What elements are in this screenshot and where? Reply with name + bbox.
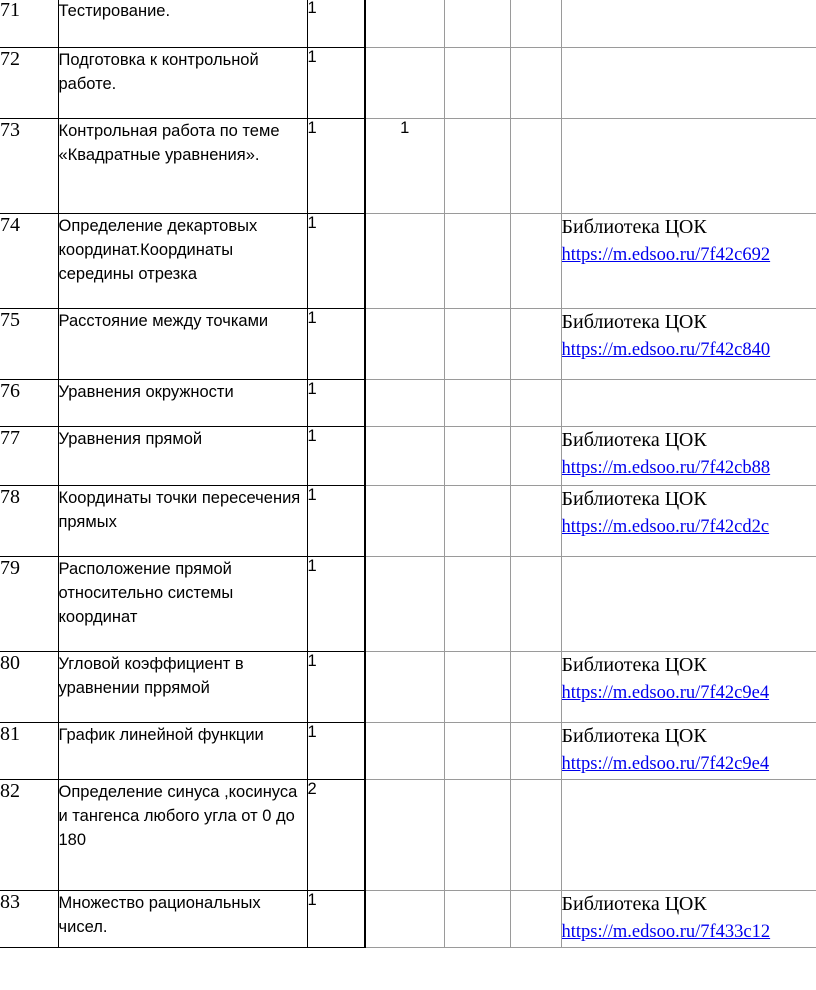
- practical-works-cell: [444, 214, 510, 309]
- lesson-topic: Уравнения окружности: [58, 380, 307, 427]
- practical-works-cell: [444, 723, 510, 780]
- lesson-hours: 1: [307, 0, 365, 48]
- lesson-number: 80: [0, 652, 58, 723]
- table-row: [0, 48, 816, 119]
- lesson-hours: 1: [307, 652, 365, 723]
- lesson-number: 74: [0, 214, 58, 309]
- control-works-cell: [365, 427, 444, 486]
- resource-title: Библиотека ЦОК: [561, 216, 707, 238]
- lesson-hours: 1: [307, 214, 365, 309]
- date-cell: [510, 723, 561, 780]
- practical-works-cell: [444, 48, 510, 119]
- control-works-cell: [365, 780, 444, 891]
- digital-resource-cell: [561, 380, 816, 427]
- date-cell: [510, 380, 561, 427]
- lesson-topic: Тестирование.: [58, 0, 307, 48]
- digital-resource-cell: [561, 119, 816, 214]
- table-row: [0, 0, 816, 48]
- digital-resource-cell: [561, 427, 816, 486]
- digital-resource-cell: [561, 0, 816, 48]
- table-row: [0, 652, 816, 723]
- table-row: [0, 309, 816, 380]
- lesson-hours: 2: [307, 780, 365, 891]
- lesson-topic: Уравнения прямой: [58, 427, 307, 486]
- table-row: [0, 891, 816, 948]
- lesson-topic: Подготовка к контрольной работе.: [58, 48, 307, 119]
- control-works-cell: [365, 486, 444, 557]
- date-cell: [510, 486, 561, 557]
- lesson-topic: Координаты точки пересечения прямых: [58, 486, 307, 557]
- lesson-hours: 1: [307, 557, 365, 652]
- resource-link[interactable]: https://m.edsoo.ru/7f42c840: [561, 340, 771, 360]
- control-works-cell: [365, 652, 444, 723]
- practical-works-cell: [444, 0, 510, 48]
- lesson-number: 73: [0, 119, 58, 214]
- resource-title: Библиотека ЦОК: [561, 311, 707, 333]
- lesson-number: 75: [0, 309, 58, 380]
- lesson-topic: Множество рациональных чисел.: [58, 891, 307, 948]
- practical-works-cell: [444, 486, 510, 557]
- date-cell: [510, 891, 561, 948]
- practical-works-cell: [444, 557, 510, 652]
- lesson-number: 83: [0, 891, 58, 948]
- control-works-cell: [365, 48, 444, 119]
- date-cell: [510, 48, 561, 119]
- digital-resource-cell: [561, 309, 816, 380]
- practical-works-cell: [444, 380, 510, 427]
- resource-title: Библиотека ЦОК: [561, 654, 707, 676]
- date-cell: [510, 214, 561, 309]
- digital-resource-cell: [561, 557, 816, 652]
- resource-link[interactable]: https://m.edsoo.ru/7f42c9e4: [561, 683, 770, 703]
- table-row: [0, 723, 816, 780]
- lesson-topic: График линейной функции: [58, 723, 307, 780]
- lesson-number: 81: [0, 723, 58, 780]
- practical-works-cell: [444, 119, 510, 214]
- table-row: [0, 214, 816, 309]
- date-cell: [510, 780, 561, 891]
- lesson-topic: Контрольная работа по теме «Квадратные уравнения».: [58, 119, 307, 214]
- resource-link[interactable]: https://m.edsoo.ru/7f42cd2c: [561, 517, 770, 537]
- practical-works-cell: [444, 891, 510, 948]
- lesson-number: 79: [0, 557, 58, 652]
- resource-title: Библиотека ЦОК: [561, 488, 707, 510]
- lesson-topic: Расположение прямой относительно системы координат: [58, 557, 307, 652]
- date-cell: [510, 0, 561, 48]
- date-cell: [510, 427, 561, 486]
- practical-works-cell: [444, 309, 510, 380]
- resource-title: Библиотека ЦОК: [561, 725, 707, 747]
- resource-link[interactable]: https://m.edsoo.ru/7f433c12: [561, 922, 771, 942]
- digital-resource-cell: [561, 214, 816, 309]
- lesson-number: 77: [0, 427, 58, 486]
- table-row: [0, 557, 816, 652]
- control-works-cell: [365, 723, 444, 780]
- resource-link[interactable]: https://m.edsoo.ru/7f42cb88: [561, 458, 771, 478]
- resource-title: Библиотека ЦОК: [561, 429, 707, 451]
- control-works-cell: [365, 380, 444, 427]
- table-row: [0, 427, 816, 486]
- digital-resource-cell: [561, 48, 816, 119]
- lesson-number: 78: [0, 486, 58, 557]
- digital-resource-cell: [561, 486, 816, 557]
- lesson-hours: 1: [307, 48, 365, 119]
- lesson-hours: 1: [307, 723, 365, 780]
- lesson-number: 76: [0, 380, 58, 427]
- control-works-cell: [365, 309, 444, 380]
- table-row: [0, 780, 816, 891]
- lesson-hours: 1: [307, 119, 365, 214]
- lesson-topic: Угловой коэффициент в уравнении пррямой: [58, 652, 307, 723]
- lesson-hours: 1: [307, 380, 365, 427]
- practical-works-cell: [444, 652, 510, 723]
- lesson-topic: Определение декартовых координат.Координаты середины отрезка: [58, 214, 307, 309]
- date-cell: [510, 119, 561, 214]
- date-cell: [510, 652, 561, 723]
- resource-link[interactable]: https://m.edsoo.ru/7f42c9e4: [561, 754, 770, 774]
- lesson-number: 71: [0, 0, 58, 48]
- practical-works-cell: [444, 427, 510, 486]
- lesson-number: 72: [0, 48, 58, 119]
- lesson-hours: 1: [307, 891, 365, 948]
- date-cell: [510, 309, 561, 380]
- resource-link[interactable]: https://m.edsoo.ru/7f42c692: [561, 245, 771, 265]
- digital-resource-cell: [561, 780, 816, 891]
- control-works-cell: [365, 0, 444, 48]
- table-row: [0, 380, 816, 427]
- digital-resource-cell: [561, 723, 816, 780]
- lesson-number: 82: [0, 780, 58, 891]
- digital-resource-cell: [561, 652, 816, 723]
- control-works-cell: [365, 891, 444, 948]
- lesson-topic: Определение синуса ,косинуса и тангенса любого угла от 0 до 180: [58, 780, 307, 891]
- control-works-cell: 1: [365, 119, 444, 214]
- table-row: [0, 119, 816, 214]
- digital-resource-cell: [561, 891, 816, 948]
- control-works-cell: [365, 557, 444, 652]
- table-row: [0, 486, 816, 557]
- practical-works-cell: [444, 780, 510, 891]
- lesson-hours: 1: [307, 486, 365, 557]
- date-cell: [510, 557, 561, 652]
- lesson-hours: 1: [307, 309, 365, 380]
- control-works-cell: [365, 214, 444, 309]
- lesson-hours: 1: [307, 427, 365, 486]
- resource-title: Библиотека ЦОК: [561, 893, 707, 915]
- lesson-topic: Расстояние между точками: [58, 309, 307, 380]
